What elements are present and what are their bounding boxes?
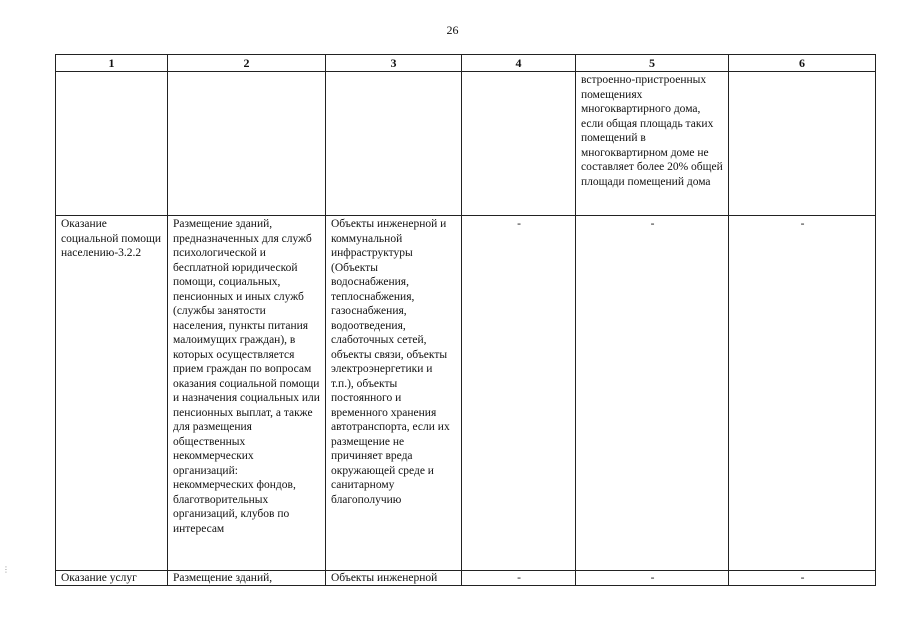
page-number: 26 bbox=[446, 23, 459, 37]
cell-text: - bbox=[517, 572, 521, 584]
cell-text: Объекты инженерной и коммунальной инфраструктуры (Объекты водоснабжения, теплоснабжения, газоснабжения, водоотведения, слаботочных сетей, объекты связи, объекты электроэнергетики и т.п.), объекты постоянного и временного хранения автотранспорта, если их размещение не причиняет вреда окружающей среде и санитарному благополучию bbox=[331, 218, 450, 506]
table-cell bbox=[326, 216, 462, 571]
table-cell bbox=[326, 72, 462, 216]
cell-text: встроенно-пристроенных помещениях многоквартирного дома, если общая площадь таких помещений в многоквартирном доме не составляет более 20% общей площади помещений дома bbox=[581, 74, 723, 188]
table-cell bbox=[168, 72, 326, 216]
column-header-4: 4 bbox=[462, 55, 576, 72]
cell-text: - bbox=[650, 218, 655, 230]
cell-text: Оказание социальной помощи населению-3.2.2 bbox=[61, 218, 162, 259]
table-cell bbox=[168, 571, 326, 586]
column-header-2: 2 bbox=[168, 55, 326, 72]
table-cell bbox=[56, 216, 168, 571]
table-cell bbox=[462, 571, 576, 586]
table-cell bbox=[729, 72, 876, 216]
table-row bbox=[56, 216, 876, 571]
column-header-3: 3 bbox=[326, 55, 462, 72]
table-cell bbox=[576, 216, 729, 571]
table-cell bbox=[56, 571, 168, 586]
table-cell bbox=[729, 571, 876, 586]
cell-text: Оказание услуг bbox=[61, 572, 137, 584]
table-row bbox=[56, 571, 876, 586]
table-cell bbox=[729, 216, 876, 571]
cell-text: Размещение зданий, предназначенных для служб психологической и бесплатной юридической помощи, социальных, пенсионных и иных служб (службы занятости населения, пункты питания малоимущих граждан), в которых осуществляется прием граждан по вопросам оказания социальной помощи и назначения социальных или пенсионных выплат, а также для размещения общественных некоммерческих организаций: некоммерческих фондов, благотворительных организаций, клубов по интересам bbox=[173, 218, 320, 535]
table-cell bbox=[576, 571, 729, 586]
table-cell bbox=[168, 216, 326, 571]
cell-text: - bbox=[650, 572, 655, 584]
table-cell bbox=[326, 571, 462, 586]
cell-text: Объекты инженерной bbox=[331, 572, 438, 584]
regulations-table bbox=[55, 54, 876, 586]
cell-text: Размещение зданий, bbox=[173, 572, 273, 584]
column-header-1: 1 bbox=[56, 55, 168, 72]
column-header-5: 5 bbox=[576, 55, 729, 72]
table-cell bbox=[462, 216, 576, 571]
cell-text: - bbox=[800, 572, 805, 584]
cell-text: - bbox=[517, 218, 521, 230]
column-header-6: 6 bbox=[729, 55, 876, 72]
table-cell bbox=[576, 72, 729, 216]
scan-artifact-mark: ⋮ bbox=[2, 565, 10, 574]
cell-text: - bbox=[800, 218, 805, 230]
table-cell bbox=[462, 72, 576, 216]
table-cell bbox=[56, 72, 168, 216]
table-header-row bbox=[56, 55, 876, 72]
table-row bbox=[56, 72, 876, 216]
